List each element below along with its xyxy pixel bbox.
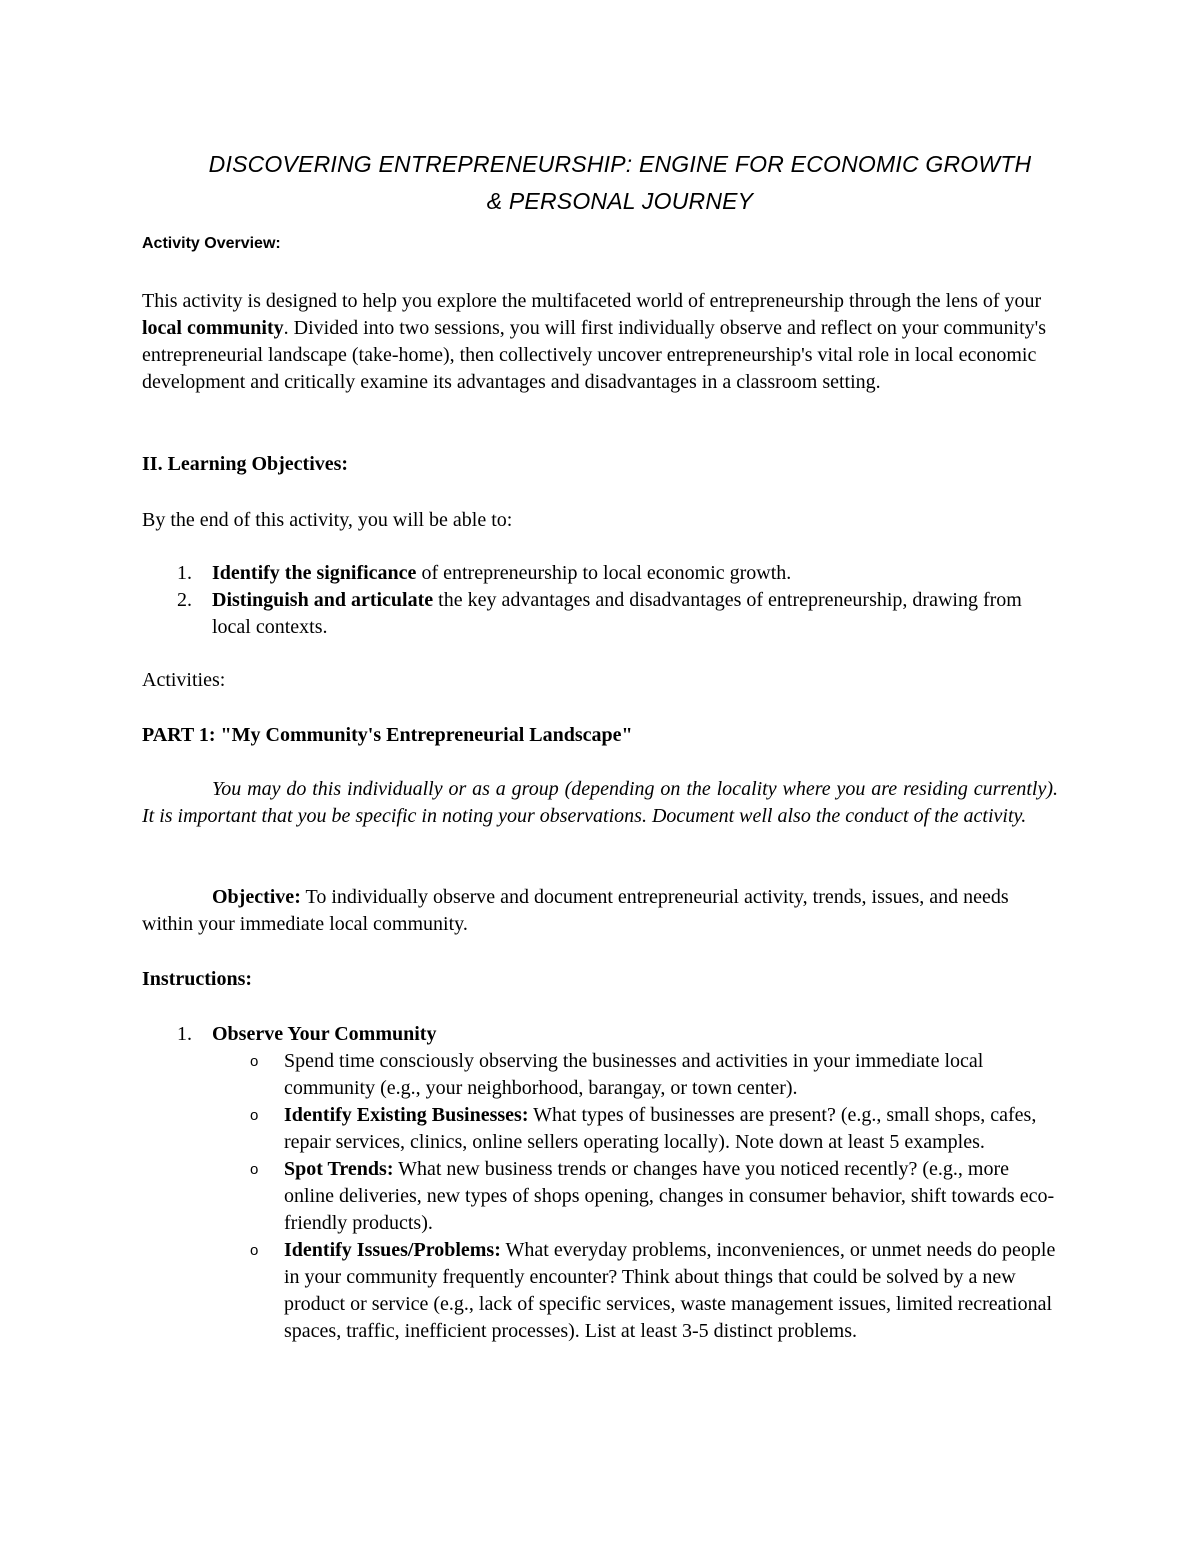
learning-objectives-heading: II. Learning Objectives: — [142, 453, 349, 475]
objective-text: the key advantages and disadvantages of entrepreneurship, drawing from local contexts. — [212, 589, 1022, 638]
learning-objectives-list — [142, 560, 1062, 641]
sub-item-bold: Spot Trends: — [284, 1158, 394, 1180]
step-number: 1. — [177, 1023, 192, 1045]
objective-item — [142, 560, 1062, 587]
objective-label: Objective: — [212, 886, 301, 908]
sub-list-item — [142, 1102, 1062, 1156]
sub-list-item — [142, 1156, 1062, 1237]
objective-text: of entrepreneurship to local economic growth. — [416, 562, 792, 584]
title-line-1: DISCOVERING ENTREPRENEURSHIP: ENGINE FOR ECONOMIC GROWTH — [208, 151, 1032, 177]
sub-list-item — [142, 1048, 1062, 1102]
activity-overview-paragraph — [142, 288, 1062, 396]
hollow-bullet-icon: o — [250, 1161, 259, 1178]
step-sub-list — [142, 1048, 1062, 1345]
objective-bold: Distinguish and articulate — [212, 589, 434, 611]
part1-heading: PART 1: "My Community's Entrepreneurial Landscape" — [142, 724, 633, 746]
objective-number: 1. — [177, 562, 192, 584]
hollow-bullet-icon: o — [250, 1242, 259, 1259]
objective-number: 2. — [177, 589, 192, 611]
instructions-heading: Instructions: — [142, 968, 253, 990]
title-line-2: & PERSONAL JOURNEY — [486, 188, 754, 214]
hollow-bullet-icon: o — [250, 1107, 259, 1124]
part1-objective — [142, 884, 1058, 938]
activity-overview-label: Activity Overview: — [142, 235, 281, 252]
sub-item-text: What types of businesses are present? (e.g., small shops, cafes, repair services, clinics, online sellers operating locally). Note down at least 5 examples. — [284, 1104, 1037, 1153]
step-title: Observe Your Community — [212, 1023, 437, 1045]
learning-objectives-intro: By the end of this activity, you will be able to: — [142, 509, 513, 531]
instructions-list — [142, 1021, 1062, 1345]
sub-item-bold: Identify Issues/Problems: — [284, 1239, 501, 1261]
objective-item — [142, 587, 1062, 641]
sub-item-text: Spend time consciously observing the businesses and activities in your immediate local community (e.g., your neighborhood, barangay, or town center). — [284, 1050, 984, 1099]
overview-text-pre: This activity is designed to help you explore the multifaceted world of entrepreneurship through the lens of your — [142, 290, 1042, 312]
document-title — [120, 146, 1120, 220]
sub-list-item — [142, 1237, 1062, 1345]
sub-item-text: What everyday problems, inconveniences, or unmet needs do people in your community frequently encounter? Think about things that could be solved by a new product or service (e.g., lack of specific services, waste management issues, limited recreational spaces, traffic, inefficient processes). List at least 3-5 distinct problems. — [284, 1239, 1056, 1342]
hollow-bullet-icon: o — [250, 1053, 259, 1070]
sub-item-bold: Identify Existing Businesses: — [284, 1104, 529, 1126]
overview-text-post: . Divided into two sessions, you will first individually observe and reflect on your community's entrepreneurial landscape (take-home), then collectively uncover entrepreneurship's vital role in local economic development and critically examine its advantages and disadvantages in a classroom setting. — [142, 317, 1047, 393]
objective-bold: Identify the significance — [212, 562, 417, 584]
objective-body: To individually observe and document entrepreneurial activity, trends, issues, and needs within your immediate local community. — [142, 886, 1009, 935]
instruction-step — [142, 1021, 1062, 1048]
sub-item-text: What new business trends or changes have you noticed recently? (e.g., more online deliveries, new types of shops opening, changes in consumer behavior, shift towards eco-friendly products). — [284, 1158, 1055, 1234]
part1-note: You may do this individually or as a group (depending on the locality where you are residing currently). It is important that you be specific in noting your observations. Document well also the conduct of the activity. — [142, 778, 1058, 827]
activities-label: Activities: — [142, 669, 226, 691]
overview-text-bold: local community — [142, 317, 284, 339]
